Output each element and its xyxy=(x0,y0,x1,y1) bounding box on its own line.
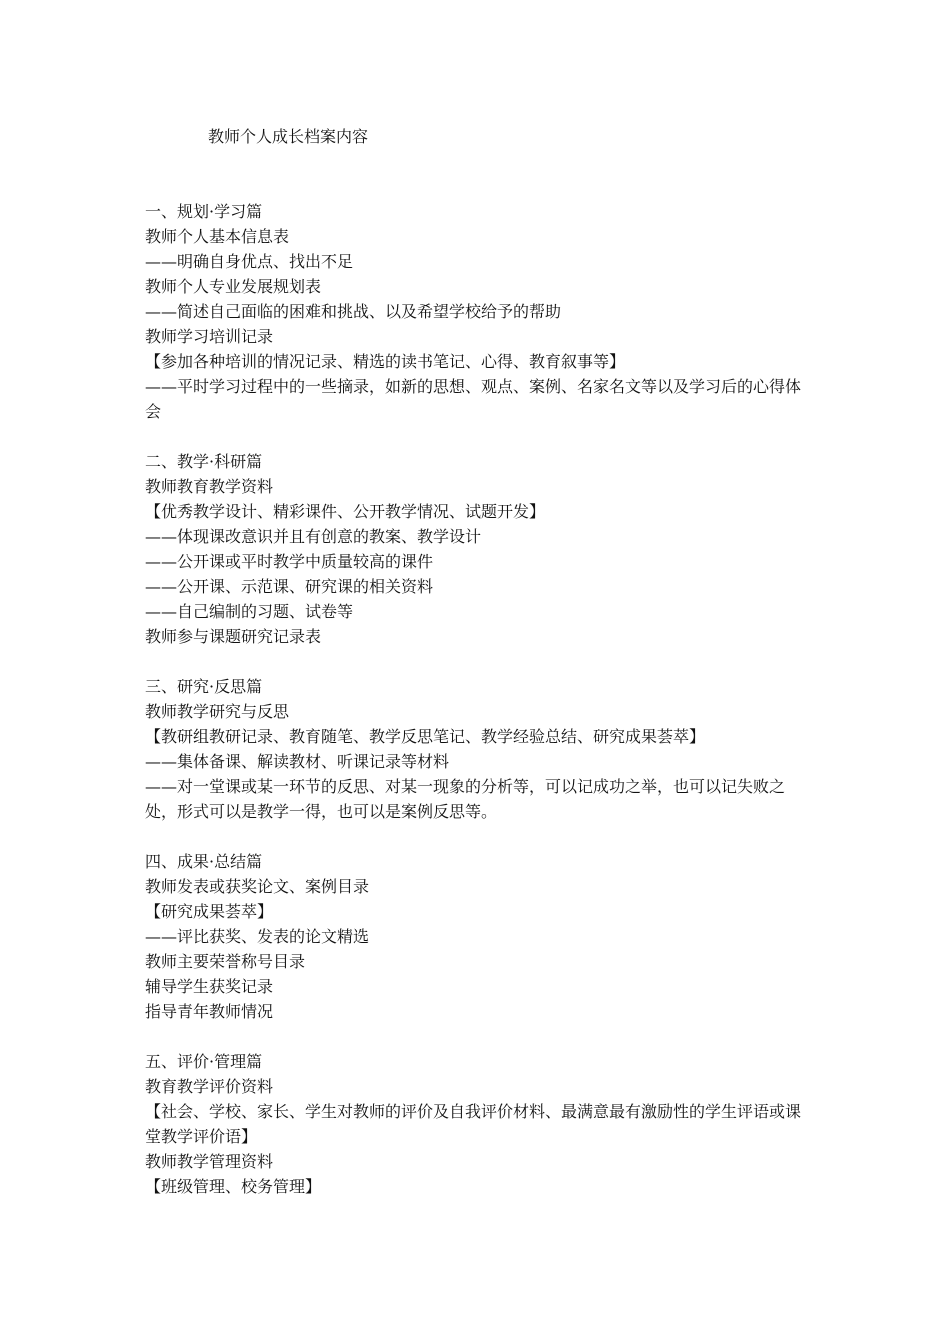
text-line: 教师参与课题研究记录表 xyxy=(145,627,322,646)
text-line: 教师学习培训记录 xyxy=(145,327,274,346)
section-heading: 五、评价·管理篇 xyxy=(145,1052,263,1071)
section-spacer xyxy=(145,1024,815,1049)
text-line: 教师教学研究与反思 xyxy=(145,702,290,721)
text-line: 辅导学生获奖记录 xyxy=(145,977,274,996)
section-spacer xyxy=(145,824,815,849)
text-line: ——平时学习过程中的一些摘录，如新的思想、观点、案例、名家名文等以及学习后的心得体 xyxy=(145,377,802,396)
section-heading: 二、教学·科研篇 xyxy=(145,452,263,471)
text-line: 教师发表或获奖论文、案例目录 xyxy=(145,877,370,896)
text-line: 【优秀教学设计、精彩课件、公开教学情况、试题开发】 xyxy=(145,502,546,521)
section-heading: 一、规划·学习篇 xyxy=(145,202,263,221)
text-line: ——公开课或平时教学中质量较高的课件 xyxy=(145,552,434,571)
text-line: 教师教学管理资料 xyxy=(145,1152,274,1171)
text-line: 教师教育教学资料 xyxy=(145,477,274,496)
text-line: 【参加各种培训的情况记录、精选的读书笔记、心得、教育叙事等】 xyxy=(145,352,626,371)
text-line: ——体现课改意识并且有创意的教案、教学设计 xyxy=(145,527,482,546)
section-heading: 三、研究·反思篇 xyxy=(145,677,263,696)
text-line: 堂教学评价语】 xyxy=(145,1127,258,1146)
section-planning-learning xyxy=(145,199,815,424)
text-line: 教师个人专业发展规划表 xyxy=(145,277,322,296)
document-title: 教师个人成长档案内容 xyxy=(208,127,369,146)
section-heading: 四、成果·总结篇 xyxy=(145,852,263,871)
text-line: 教育教学评价资料 xyxy=(145,1077,274,1096)
text-line: ——自己编制的习题、试卷等 xyxy=(145,602,354,621)
text-line: 【社会、学校、家长、学生对教师的评价及自我评价材料、最满意最有激励性的学生评语或课 xyxy=(145,1102,802,1121)
text-line: 会 xyxy=(145,402,162,421)
text-line: 处，形式可以是教学一得，也可以是案例反思等。 xyxy=(145,802,498,821)
document-body xyxy=(145,199,815,1199)
section-achievement-summary xyxy=(145,849,815,1024)
section-research-reflection xyxy=(145,674,815,824)
text-line: 【班级管理、校务管理】 xyxy=(145,1177,322,1196)
text-line: ——简述自己面临的困难和挑战、以及希望学校给予的帮助 xyxy=(145,302,562,321)
text-line: 教师主要荣誉称号目录 xyxy=(145,952,306,971)
text-line: 教师个人基本信息表 xyxy=(145,227,290,246)
section-spacer xyxy=(145,649,815,674)
text-line: ——集体备课、解读教材、听课记录等材料 xyxy=(145,752,450,771)
section-spacer xyxy=(145,424,815,449)
section-evaluation-management xyxy=(145,1049,815,1199)
text-line: 【教研组教研记录、教育随笔、教学反思笔记、教学经验总结、研究成果荟萃】 xyxy=(145,727,706,746)
section-teaching-research xyxy=(145,449,815,649)
text-line: 【研究成果荟萃】 xyxy=(145,902,274,921)
text-line: ——评比获奖、发表的论文精选 xyxy=(145,927,370,946)
text-line: ——明确自身优点、找出不足 xyxy=(145,252,354,271)
text-line: ——对一堂课或某一环节的反思、对某一现象的分析等，可以记成功之举，也可以记失败之 xyxy=(145,777,786,796)
text-line: ——公开课、示范课、研究课的相关资料 xyxy=(145,577,434,596)
text-line: 指导青年教师情况 xyxy=(145,1002,274,1021)
